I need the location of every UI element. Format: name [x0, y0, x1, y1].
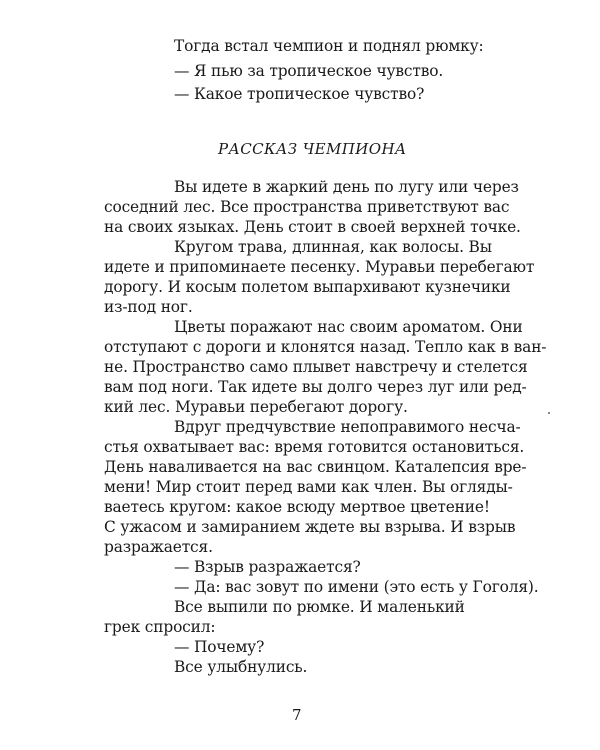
page-number: 7 — [292, 706, 302, 724]
text-line: соседний лес. Все пространства приветствуют вас — [104, 198, 510, 216]
text-line: ваетесь кругом: какое всюду мертвое цветение! — [104, 498, 490, 516]
text-line: вам под ноги. Так идете вы долго через луг или ред- — [104, 378, 527, 396]
text-line: — Я пью за тропическое чувство. — [174, 62, 444, 80]
text-line: из-под ног. — [104, 298, 193, 316]
text-line: идете и припоминаете песенку. Муравьи перебегают — [104, 258, 535, 276]
scan-speck — [548, 412, 550, 414]
text-line: — Какое тропическое чувство? — [174, 85, 425, 103]
text-line: С ужасом и замиранием ждете вы взрыва. И взрыв — [104, 518, 516, 536]
text-line: не. Пространство само плывет навстречу и стелется — [104, 358, 528, 376]
text-line: Вы идете в жаркий день по лугу или через — [174, 178, 519, 196]
text-line: отступают с дороги и клонятся назад. Тепло как в ван- — [104, 338, 547, 356]
text-line: Вдруг предчувствие непоправимого несча- — [174, 418, 521, 436]
text-line: мени! Мир стоит перед вами как член. Вы огляды- — [104, 478, 513, 496]
text-line: Кругом трава, длинная, как волосы. Вы — [174, 238, 492, 256]
text-line: Все улыбнулись. — [174, 658, 308, 676]
dialogue-line: — Почему? — [174, 638, 265, 656]
text-line: кий лес. Муравьи перебегают дорогу. — [104, 398, 408, 416]
text-line: Цветы поражают нас своим ароматом. Они — [174, 318, 523, 336]
chapter-heading: РАССКАЗ ЧЕМПИОНА — [218, 140, 407, 158]
dialogue-line: — Да: вас зовут по имени (это есть у Гоголя). — [174, 578, 539, 596]
text-line: разражается. — [104, 538, 213, 556]
text-line: на своих языках. День стоит в своей верхней точке. — [104, 218, 521, 236]
text-line: грек спросил: — [104, 618, 216, 636]
text-line: стья охватывает вас: время готовится остановиться. — [104, 438, 525, 456]
text-line: дорогу. И косым полетом выпархивают кузнечики — [104, 278, 511, 296]
text-line: День наваливается на вас свинцом. Каталепсия вре- — [104, 458, 527, 476]
text-line: Тогда встал чемпион и поднял рюмку: — [174, 37, 484, 55]
dialogue-line: — Взрыв разражается? — [174, 558, 361, 576]
text-line: Все выпили по рюмке. И маленький — [174, 598, 465, 616]
